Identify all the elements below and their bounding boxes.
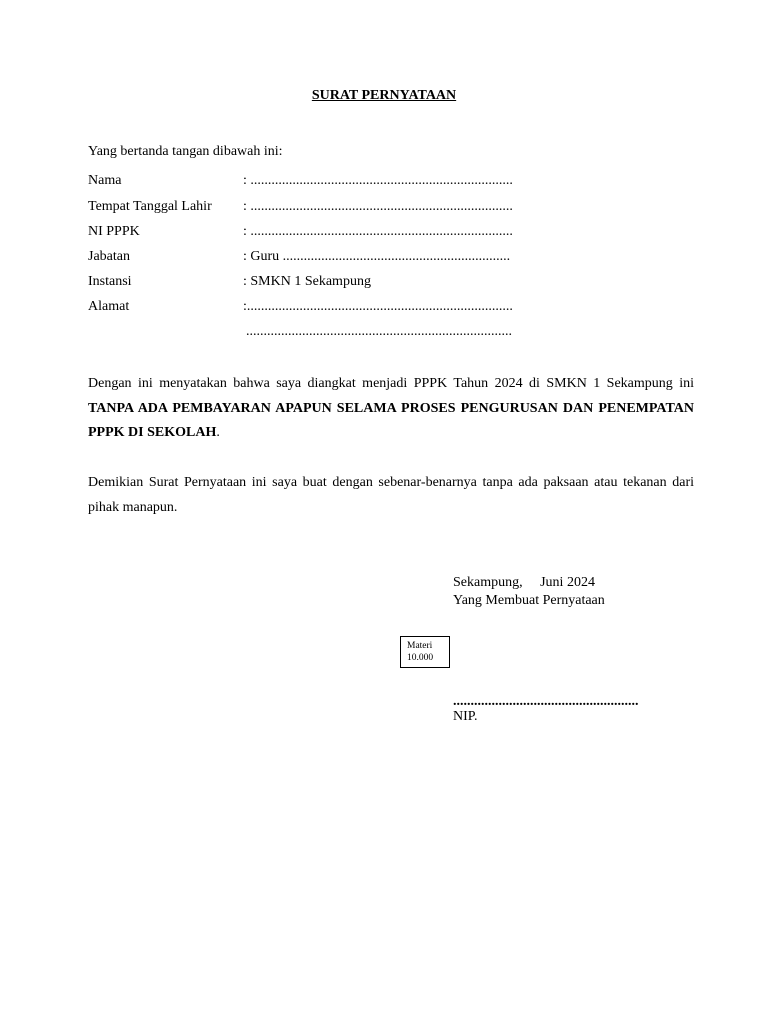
stamp-line-2: 10.000	[407, 653, 434, 663]
signature-place-date-text: Sekampung, Juni 2024	[453, 575, 595, 590]
field-value: : ...........................................................................	[243, 224, 513, 239]
signature-place-date	[453, 575, 595, 591]
field-value: : SMKN 1 Sekampung	[243, 274, 371, 289]
statement-paragraph	[88, 372, 694, 446]
field-label: Instansi	[88, 274, 132, 289]
field-value: :............................................................................	[243, 299, 513, 314]
address-continuation: ............................................................................	[246, 324, 512, 339]
field-label: Nama	[88, 173, 122, 188]
field-label: Tempat Tanggal Lahir	[88, 199, 212, 214]
signature-nip: NIP.	[453, 709, 478, 724]
field-value: : ...........................................................................	[243, 199, 513, 214]
field-value: : Guru .................................................................	[243, 249, 511, 264]
field-label: NI PPPK	[88, 224, 140, 239]
document-title: SURAT PERNYATAAN	[311, 88, 457, 103]
statement-lead: Dengan ini menyatakan bahwa saya diangkat menjadi PPPK Tahun 2024 di SMKN 1 Sekampung ini	[88, 376, 694, 391]
signature-line: .....................................................	[453, 694, 639, 709]
statement-end: .	[216, 425, 220, 440]
statement-bold: TANPA ADA PEMBAYARAN APAPUN SELAMA PROSES PENGURUSAN DAN PENEMPATAN PPPK DI SEKOLAH	[88, 400, 694, 440]
field-value: : ...........................................................................	[243, 173, 513, 188]
closing-paragraph: Demikian Surat Pernyataan ini saya buat dengan sebenar-benarnya tanpa ada paksaan atau tekanan dari pihak manapun.	[88, 475, 694, 515]
signature-role: Yang Membuat Pernyataan	[453, 593, 605, 608]
stamp-box	[400, 636, 450, 668]
stamp-line-1: Materi	[407, 641, 433, 651]
field-label: Alamat	[88, 299, 130, 314]
intro-text: Yang bertanda tangan dibawah ini:	[88, 144, 283, 159]
field-label: Jabatan	[88, 249, 130, 264]
